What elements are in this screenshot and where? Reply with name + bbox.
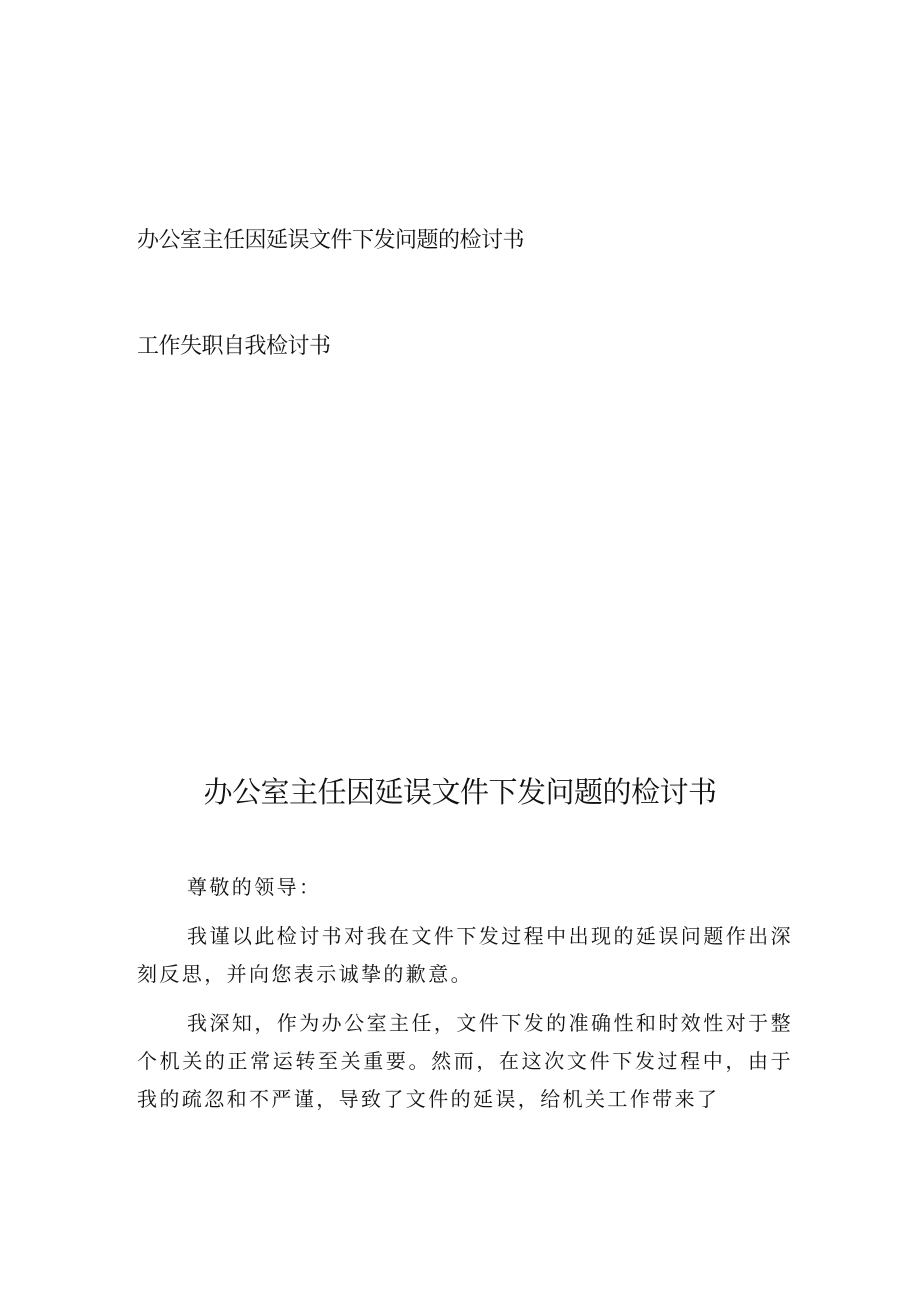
document-title: 办公室主任因延误文件下发问题的检讨书 [203,775,717,809]
salutation: 尊敬的领导： [187,875,322,899]
toc-item-1: 办公室主任因延误文件下发问题的检讨书 [137,228,525,253]
toc-item-2: 工作失职自我检讨书 [137,334,331,359]
document-body [137,868,793,1118]
paragraph-1: 我谨以此检讨书对我在文件下发过程中出现的延误问题作出深刻反思，并向您表示诚挚的歉意。 [137,924,793,986]
paragraph-2: 我深知，作为办公室主任，文件下发的准确性和时效性对于整个机关的正常运转至关重要。然而，在这次文件下发过程中，由于我的疏忽和不严谨，导致了文件的延误，给机关工作带来了 [137,1011,793,1111]
